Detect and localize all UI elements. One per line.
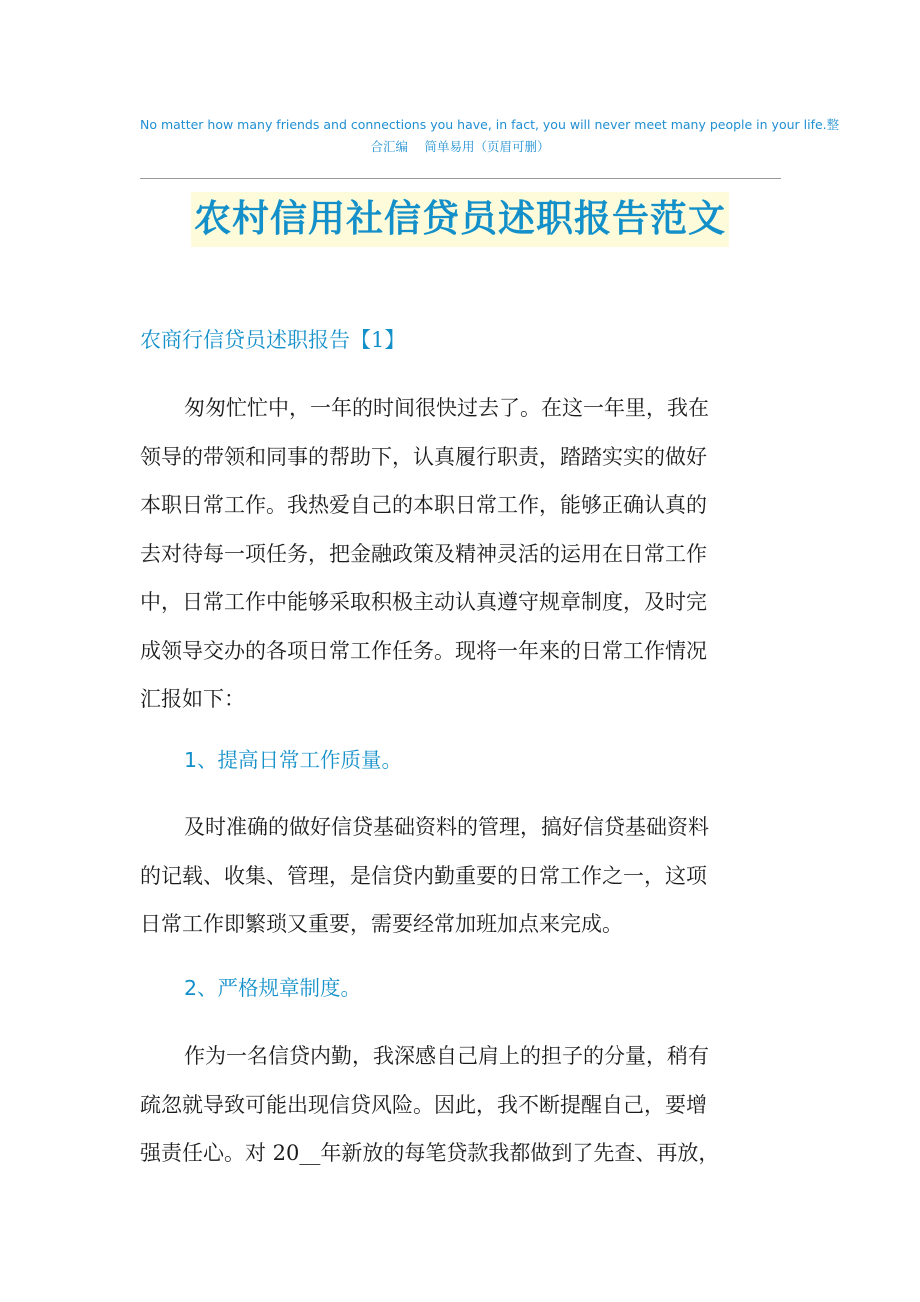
subheading-rules: 2、严格规章制度。 — [184, 976, 362, 1000]
paragraph-line: 去对待每一项任务，把金融政策及精神灵活的运用在日常工作 — [140, 541, 707, 566]
paragraph-work-quality — [140, 803, 780, 949]
paragraph-line: 及时准确的做好信贷基础资料的管理，搞好信贷基础资料 — [184, 815, 709, 839]
paragraph-line: 汇报如下： — [140, 687, 245, 711]
paragraph-line: 中，日常工作中能够采取积极主动认真遵守规章制度，及时完 — [140, 590, 707, 614]
header-divider — [140, 178, 781, 179]
section-heading: 农商行信贷员述职报告【1】 — [140, 328, 406, 352]
page-header-note: 合汇编 简单易用（页眉可删） — [370, 139, 550, 154]
paragraph-line: 日常工作即繁琐又重要，需要经常加班加点来完成。 — [140, 912, 623, 936]
subheading-work-quality: 1、提高日常工作质量。 — [184, 748, 403, 772]
paragraph-line: 疏忽就导致可能出现信贷风险。因此，我不断提醒自己，要增 — [140, 1092, 707, 1117]
document-title-wrap — [0, 192, 920, 247]
paragraph-line: 作为一名信贷内勤，我深感自己肩上的担子的分量，稍有 — [184, 1044, 709, 1068]
paragraph-intro — [140, 384, 780, 724]
paragraph-line: 领导的带领和同事的帮助下，认真履行职责，踏踏实实的做好 — [140, 444, 707, 469]
paragraph-rules — [140, 1032, 780, 1178]
paragraph-line: 强责任心。对 20__年新放的每笔贷款我都做到了先查、再放， — [140, 1141, 720, 1165]
document-title: 农村信用社信贷员述职报告范文 — [191, 192, 729, 247]
page-header-english: No matter how many friends and connections you have, in fact, you will never meet many people in your life.整 — [140, 117, 840, 132]
paragraph-line: 匆匆忙忙中，一年的时间很快过去了。在这一年里，我在 — [184, 396, 709, 420]
paragraph-line: 的记载、收集、管理，是信贷内勤重要的日常工作之一，这项 — [140, 863, 707, 888]
paragraph-line: 本职日常工作。我热爱自己的本职日常工作，能够正确认真的 — [140, 493, 707, 517]
paragraph-line: 成领导交办的各项日常工作任务。现将一年来的日常工作情况 — [140, 638, 707, 663]
